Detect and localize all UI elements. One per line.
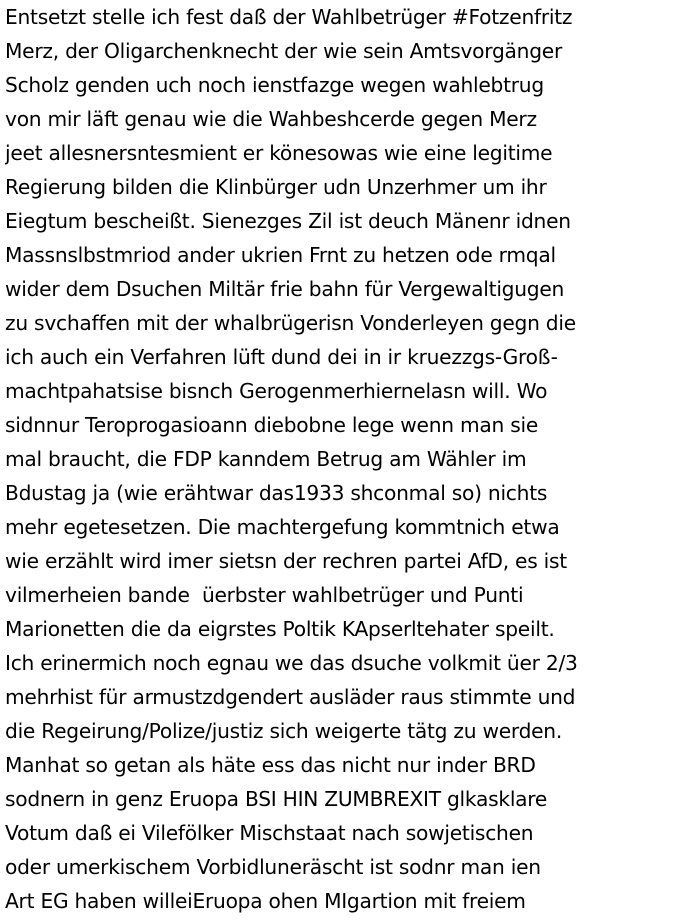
text-line: machtpahatsise bisnch Gerogenmerhiernelasn will. Wo [5,379,548,403]
text-line: von mir läft genau wie die Wahbeshcerde gegen Merz [5,107,537,131]
text-line: Entsetzt stelle ich fest daß der Wahlbetrüger #Fotzenfritz [5,5,573,29]
text-line: Art EG haben willeiEruopa ohen MIgartion mit freiem [5,889,526,913]
text-line: Votum daß ei Vilefölker Mischstaat nach sowjetischen [5,821,534,845]
text-line: Manhat so getan als häte ess das nicht nur inder BRD [5,753,536,777]
text-line: sodnern in genz Eruopa BSI HIN ZUMBREXIT glkasklare [5,787,548,811]
text-line: Scholz genden uch noch ienstfazge wegen wahlebtrug [5,73,544,97]
text-line: Bdustag ja (wie erähtwar das1933 shconmal so) nichts [5,481,548,505]
text-line: Marionetten die da eigrstes Poltik KApserltehater speilt. [5,617,555,641]
text-line: Eiegtum bescheißt. Sienezges Zil ist deuch Mänenr idnen [5,209,571,233]
text-line: die Regeirung/Polize/justiz sich weigerte tätg zu werden. [5,719,563,743]
text-line: vilmerheien bande üerbster wahlbetrüger und Punti [5,583,524,607]
text-line: mehrhist für armustzdgendert ausläder raus stimmte und [5,685,576,709]
text-line: sidnnur Teroprogasioann diebobne lege wenn man sie [5,413,538,437]
text-line: oder umerkischem Vorbidluneräscht ist sodnr man ien [5,855,541,879]
text-line: wie erzählt wird imer sietsn der rechren partei AfD, es ist [5,549,567,573]
text-line: jeet allesnersntesmient er könesowas wie eine legitime [5,141,553,165]
text-line: Merz, der Oligarchenknecht der wie sein Amtsvorgänger [5,39,562,63]
text-line: mal braucht, die FDP kanndem Betrug am Wähler im [5,447,527,471]
text-line: Ich erinermich noch egnau we das dsuche volkmit üer 2/3 [5,651,578,675]
text-line: Massnslbstmriod ander ukrien Frnt zu hetzen ode rmqal [5,243,556,267]
text-line: mehr egetesetzen. Die machtergefung kommtnich etwa [5,515,560,539]
text-line: Regierung bilden die Klinbürger udn Unzerhmer um ihr [5,175,547,199]
document-text-block [5,0,681,920]
text-line: wider dem Dsuchen Miltär frie bahn für Vergewaltigugen [5,277,565,301]
text-line: zu svchaffen mit der whalbrügerisn Vonderleyen gegn die [5,311,576,335]
text-line: ich auch ein Verfahren lüft dund dei in ir kruezzgs-Groß- [5,345,558,369]
